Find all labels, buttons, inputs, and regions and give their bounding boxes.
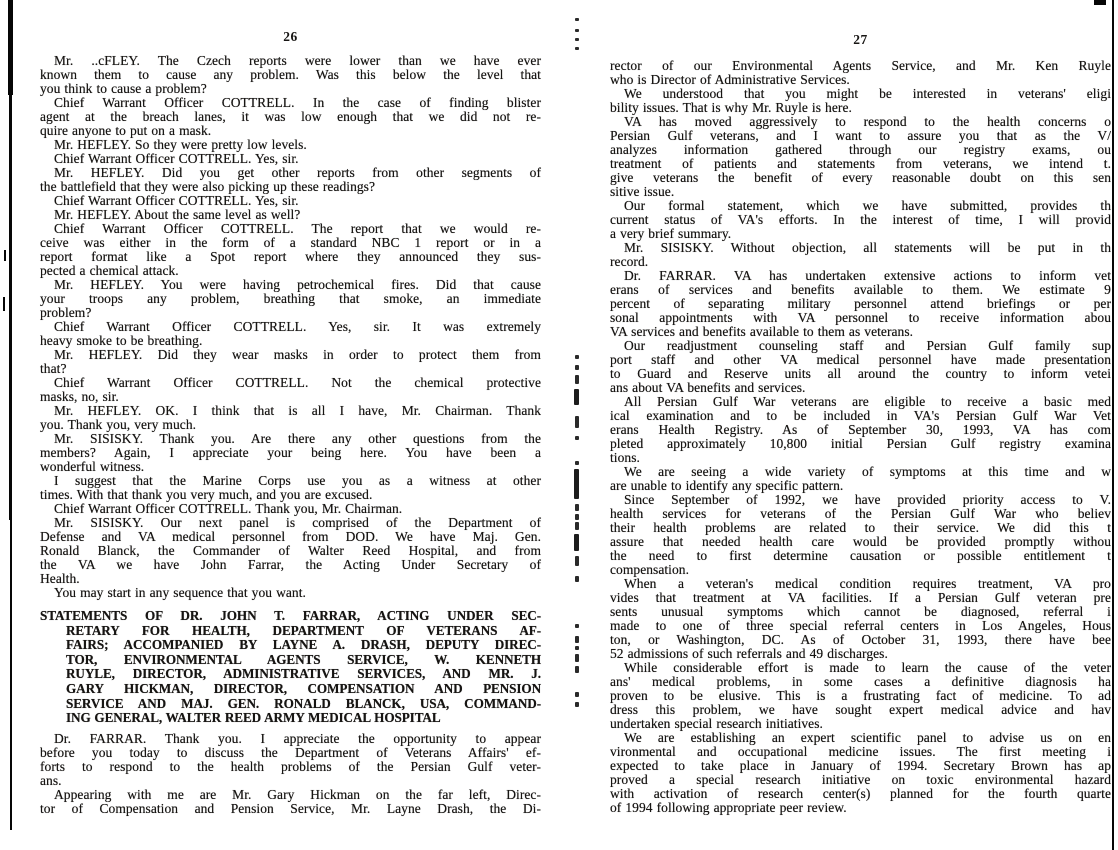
text-line: FAIRS; ACCOMPANIED BY LAYNE A. DRASH, DEPUTY DIREC- [66, 637, 541, 653]
paragraph [40, 404, 541, 432]
page-number: 27 [853, 32, 868, 47]
text-line: Mr. HEFLEY. Did they wear masks in order to protect them from [54, 347, 541, 362]
text-line: We understood that you might be interested in veterans' eligi [624, 86, 1111, 101]
text-line: Dr. FARRAR. VA has undertaken extensive actions to inform vet [624, 268, 1111, 283]
text-line: Health. [40, 571, 80, 586]
gutter-mark [575, 646, 579, 650]
text-line: Mr. SISISKY. Thank you. Are there any other questions from the [54, 431, 541, 446]
page-number: 26 [283, 29, 298, 44]
paragraph [610, 731, 1111, 815]
page-27 [610, 33, 1111, 815]
text-line: pleted approximately 10,800 initial Persian Gulf registry examina [610, 436, 1111, 451]
paragraph [40, 348, 541, 376]
paragraph [610, 395, 1111, 465]
text-line: to Guard and Reserve units all around the country to inform vetei [610, 366, 1111, 381]
text-line: Dr. FARRAR. Thank you. I appreciate the opportunity to appear [54, 730, 541, 746]
text-line: Chief Warrant Officer COTTRELL. Thank you, Mr. Chairman. [54, 501, 403, 516]
page-27-content [610, 59, 1111, 815]
text-line: undertaken special research initiatives. [610, 716, 823, 731]
text-line: their health problems are related to their service. We did this t [610, 520, 1111, 535]
text-line: Our formal statement, which we have submitted, provides th [624, 198, 1111, 213]
text-line: the battlefield that they were also picking up these readings? [40, 179, 376, 194]
page-26-content [40, 54, 541, 816]
text-line: pected a chemical attack. [40, 263, 179, 278]
text-line: with activation of research center(s) planned for the fourth quarte [610, 786, 1111, 801]
text-line: Mr. SISISKY. Our next panel is comprised of the Department of [54, 515, 541, 530]
gutter-mark [575, 522, 579, 530]
text-line: ans. [40, 772, 62, 788]
text-line: erans of services and benefits available to them. We estimate 9 [610, 282, 1111, 297]
text-line: All Persian Gulf War veterans are eligible to receive a basic med [624, 394, 1111, 409]
paragraph [40, 586, 541, 600]
text-line: We are establishing an expert scientific panel to advise us on en [624, 730, 1111, 745]
gutter-mark [575, 29, 579, 32]
text-line: masks, no, sir. [40, 389, 119, 404]
text-line: agent at the breach lanes, it was low enough that we did not re- [40, 109, 541, 124]
paragraph [40, 138, 541, 152]
text-line: Mr. HEFLEY. So they were pretty low levels. [54, 137, 307, 152]
text-line: Chief Warrant Officer COTTRELL. Yes, sir. [54, 151, 299, 166]
scan-mark [1094, 0, 1106, 5]
text-line: ans about VA benefits and services. [610, 380, 806, 395]
text-line: TOR, ENVIRONMENTAL AGENTS SERVICE, W. KENNETH [66, 651, 541, 667]
statement-heading [40, 609, 541, 726]
text-line: you think to cause a problem? [40, 81, 207, 96]
text-line: STATEMENTS OF DR. JOHN T. FARRAR, ACTING UNDER SEC- [40, 608, 541, 623]
paragraph [40, 166, 541, 194]
text-line: give veterans the benefit of every reasonable doubt on this sen [610, 170, 1111, 185]
text-line: forts to respond to the health problems of the Persian Gulf veter- [40, 758, 541, 774]
text-line: You may start in any sequence that you want. [54, 585, 306, 600]
text-line: sents unusual symptoms which cannot be diagnosed, referral i [610, 604, 1111, 619]
text-line: a very brief summary. [610, 226, 732, 241]
scan-edge-left [10, 500, 12, 830]
text-line: SERVICE AND MAJ. GEN. RONALD BLANCK, USA, COMMAND- [66, 695, 541, 711]
text-line: Mr. HEFLEY. Did you get other reports from other segments of [54, 165, 541, 180]
text-line: When a veteran's medical condition requires treatment, VA pro [624, 576, 1111, 591]
text-line: health services for veterans of the Persian Gulf War who believ [610, 506, 1111, 521]
paragraph [610, 87, 1111, 115]
text-line: percent of separating military personnel attend briefings or per [610, 296, 1111, 311]
scan-mark [3, 297, 5, 311]
paragraph [40, 502, 541, 516]
scan-edge-left [9, 0, 12, 520]
text-line: sonal appointments with VA personnel to receive information abou [610, 310, 1111, 325]
text-line: 52 admissions of such referrals and 49 discharges. [610, 646, 888, 661]
paragraph [610, 241, 1111, 269]
text-line: your troops any problem, breathing that smoke, an immediate [40, 291, 541, 306]
text-line: erans Health Registry. As of September 30, 1993, VA has com [610, 422, 1111, 437]
paragraph [40, 432, 541, 474]
text-line: treatment of patients and statements from veterans, we intend t. [610, 156, 1111, 171]
text-line: ans' medical problems, in some cases a definitive diagnosis ha [610, 674, 1111, 689]
paragraph [40, 96, 541, 138]
scan-mark [4, 250, 6, 261]
text-line: ceive was either in the form of a standard NBC 1 report or in a [40, 235, 541, 250]
text-line: bility issues. That is why Mr. Ruyle is here. [610, 100, 852, 115]
gutter-mark [574, 469, 579, 499]
text-line: made to one of three special referral centers in Los Angeles, Hous [610, 618, 1111, 633]
paragraph [40, 194, 541, 208]
text-line: the need to first determine causation or possible entitlement t [610, 548, 1111, 563]
text-line: Mr. HEFLEY. OK. I think that is all I have, Mr. Chairman. Thank [54, 403, 541, 418]
gutter-mark [575, 416, 579, 428]
text-line: VA has moved aggressively to respond to the health concerns o [624, 114, 1111, 129]
text-line: who is Director of Administrative Services. [610, 72, 850, 87]
text-line: Persian Gulf veterans, and I want to assure you that as the V/ [610, 128, 1111, 143]
paragraph [40, 278, 541, 320]
text-line: report format like a Spot report where they announced they sus- [40, 249, 541, 264]
paragraph [610, 269, 1111, 339]
gutter-mark [575, 38, 579, 41]
paragraph [610, 115, 1111, 199]
text-line: Our readjustment counseling staff and Persian Gulf family sup [624, 338, 1111, 353]
text-line: assure that needed health care would be provided promptly withou [610, 534, 1111, 549]
text-line: you. Thank you, very much. [40, 417, 197, 432]
paragraph [610, 661, 1111, 731]
paragraph [610, 577, 1111, 661]
paragraph [40, 732, 541, 788]
text-line: ING GENERAL, WALTER REED ARMY MEDICAL HOSPITAL [66, 710, 441, 726]
text-line: RUYLE, DIRECTOR, ADMINISTRATIVE SERVICES, AND MR. J. [66, 666, 541, 682]
gutter-mark [575, 375, 579, 384]
text-line: the VA we have John Farrar, the Acting Under Secretary of [40, 557, 541, 572]
text-line: Chief Warrant Officer COTTRELL. Not the chemical protective [54, 375, 541, 390]
gutter-mark [574, 534, 579, 551]
gutter-mark [575, 654, 579, 662]
text-line: wonderful witness. [40, 459, 145, 474]
paragraph [40, 320, 541, 348]
text-line: known them to cause any problem. Was this below the level that [40, 67, 541, 82]
gutter-mark [575, 504, 579, 511]
text-line: Chief Warrant Officer COTTRELL. Yes, sir. It was extremely [54, 319, 541, 334]
scan-edge-right [1112, 0, 1114, 850]
paragraph [40, 208, 541, 222]
text-line: sitive issue. [610, 184, 675, 199]
text-line: vides that treatment at VA facilities. If a Persian Gulf veteran pre [610, 590, 1111, 605]
text-line: RETARY FOR HEALTH, DEPARTMENT OF VETERANS AF- [66, 622, 541, 638]
gutter-mark [574, 389, 579, 405]
paragraph [40, 516, 541, 586]
text-line: current status of VA's efforts. In the interest of time, I will provid [610, 212, 1111, 227]
gutter-mark [575, 556, 579, 566]
text-line: tor of Compensation and Pension Service, Mr. Layne Drash, the Di- [40, 800, 541, 816]
text-line: Chief Warrant Officer COTTRELL. The report that we would re- [54, 221, 541, 236]
gutter-mark [575, 576, 579, 582]
text-line: port staff and other VA medical personnel have made presentation [610, 352, 1111, 367]
text-line: Since September of 1992, we have provided priority access to V. [624, 492, 1111, 507]
text-line: proven to be elusive. This is a frustrating fact of medicine. To ad [610, 688, 1111, 703]
text-line: Chief Warrant Officer COTTRELL. Yes, sir. [54, 193, 299, 208]
gutter-mark [575, 514, 579, 520]
text-line: dress this problem, we have sought expert medical advice and hav [610, 702, 1111, 717]
text-line: We are seeing a wide variety of symptoms at this time and w [624, 464, 1111, 479]
text-line: Chief Warrant Officer COTTRELL. In the case of finding blister [54, 95, 541, 110]
text-line: Mr. HEFLEY. About the same level as well? [54, 207, 301, 222]
text-line: compensation. [610, 562, 690, 577]
gutter-mark [575, 461, 579, 465]
text-line: Mr. HEFLEY. You were having petrochemical fires. Did that cause [54, 277, 541, 292]
gutter-mark [575, 355, 579, 359]
text-line: expected to take place in January of 1994. Secretary Brown has ap [610, 758, 1111, 773]
text-line: I suggest that the Marine Corps use you as a witness at other [54, 473, 541, 488]
text-line: that? [40, 361, 67, 376]
gutter-mark [575, 365, 579, 370]
text-line: Mr. SISISKY. Without objection, all statements will be put in th [624, 240, 1111, 255]
text-line: Defense and VA medical personnel from DOD. We have Maj. Gen. [40, 529, 541, 544]
text-line: tions. [610, 450, 640, 465]
text-line: rector of our Environmental Agents Service, and Mr. Ken Ruyle [610, 58, 1111, 73]
paragraph [610, 493, 1111, 577]
text-line: are unable to identify any specific pattern. [610, 478, 844, 493]
gutter-mark [575, 18, 579, 21]
text-line: While considerable effort is made to learn the cause of the veter [624, 660, 1111, 675]
text-line: ton, or Washington, DC. As of October 31, 1993, there have bee [610, 632, 1111, 647]
gutter-mark [575, 436, 579, 440]
paragraph [610, 339, 1111, 395]
paragraph [40, 222, 541, 278]
text-line: of 1994 following appropriate peer review. [610, 800, 847, 815]
gutter-mark [575, 692, 579, 697]
gutter-mark [575, 702, 579, 707]
paragraph [40, 474, 541, 502]
text-line: problem? [40, 305, 92, 320]
text-line: Ronald Blanck, the Commander of Walter Reed Hospital, and from [40, 543, 541, 558]
paragraph [40, 54, 541, 96]
text-line: quire anyone to put on a mask. [40, 123, 212, 138]
text-line: analyzes information gathered through our registry exams, ou [610, 142, 1111, 157]
gutter-mark [575, 666, 579, 673]
text-line: proved a special research initiative on toxic environmental hazard [610, 772, 1111, 787]
text-line: Appearing with me are Mr. Gary Hickman on the far left, Direc- [54, 786, 541, 802]
gutter-mark [575, 624, 579, 628]
paragraph [40, 152, 541, 166]
text-line: members? Again, I appreciate your being here. You have been a [40, 445, 541, 460]
gutter-mark [575, 47, 579, 50]
text-line: ical examination and to be included in VA's Persian Gulf War Vet [610, 408, 1111, 423]
paragraph [610, 465, 1111, 493]
text-line: GARY HICKMAN, DIRECTOR, COMPENSATION AND PENSION [66, 680, 541, 696]
text-line: before you today to discuss the Department of Veterans Affairs' ef- [40, 744, 541, 760]
gutter-mark [575, 636, 579, 643]
paragraph [40, 788, 541, 816]
text-line: VA services and benefits available to them as veterans. [610, 324, 914, 339]
paragraph [40, 376, 541, 404]
text-line: times. With that thank you very much, and you are excused. [40, 487, 373, 502]
paragraph [610, 59, 1111, 87]
text-line: record. [610, 254, 649, 269]
paragraph [610, 199, 1111, 241]
text-line: heavy smoke to be breathing. [40, 333, 203, 348]
text-line: Mr. ..cFLEY. The Czech reports were lower than we have ever [54, 53, 541, 68]
text-line: vironmental and occupational medicine issues. The first meeting i [610, 744, 1111, 759]
page-26 [40, 30, 541, 816]
